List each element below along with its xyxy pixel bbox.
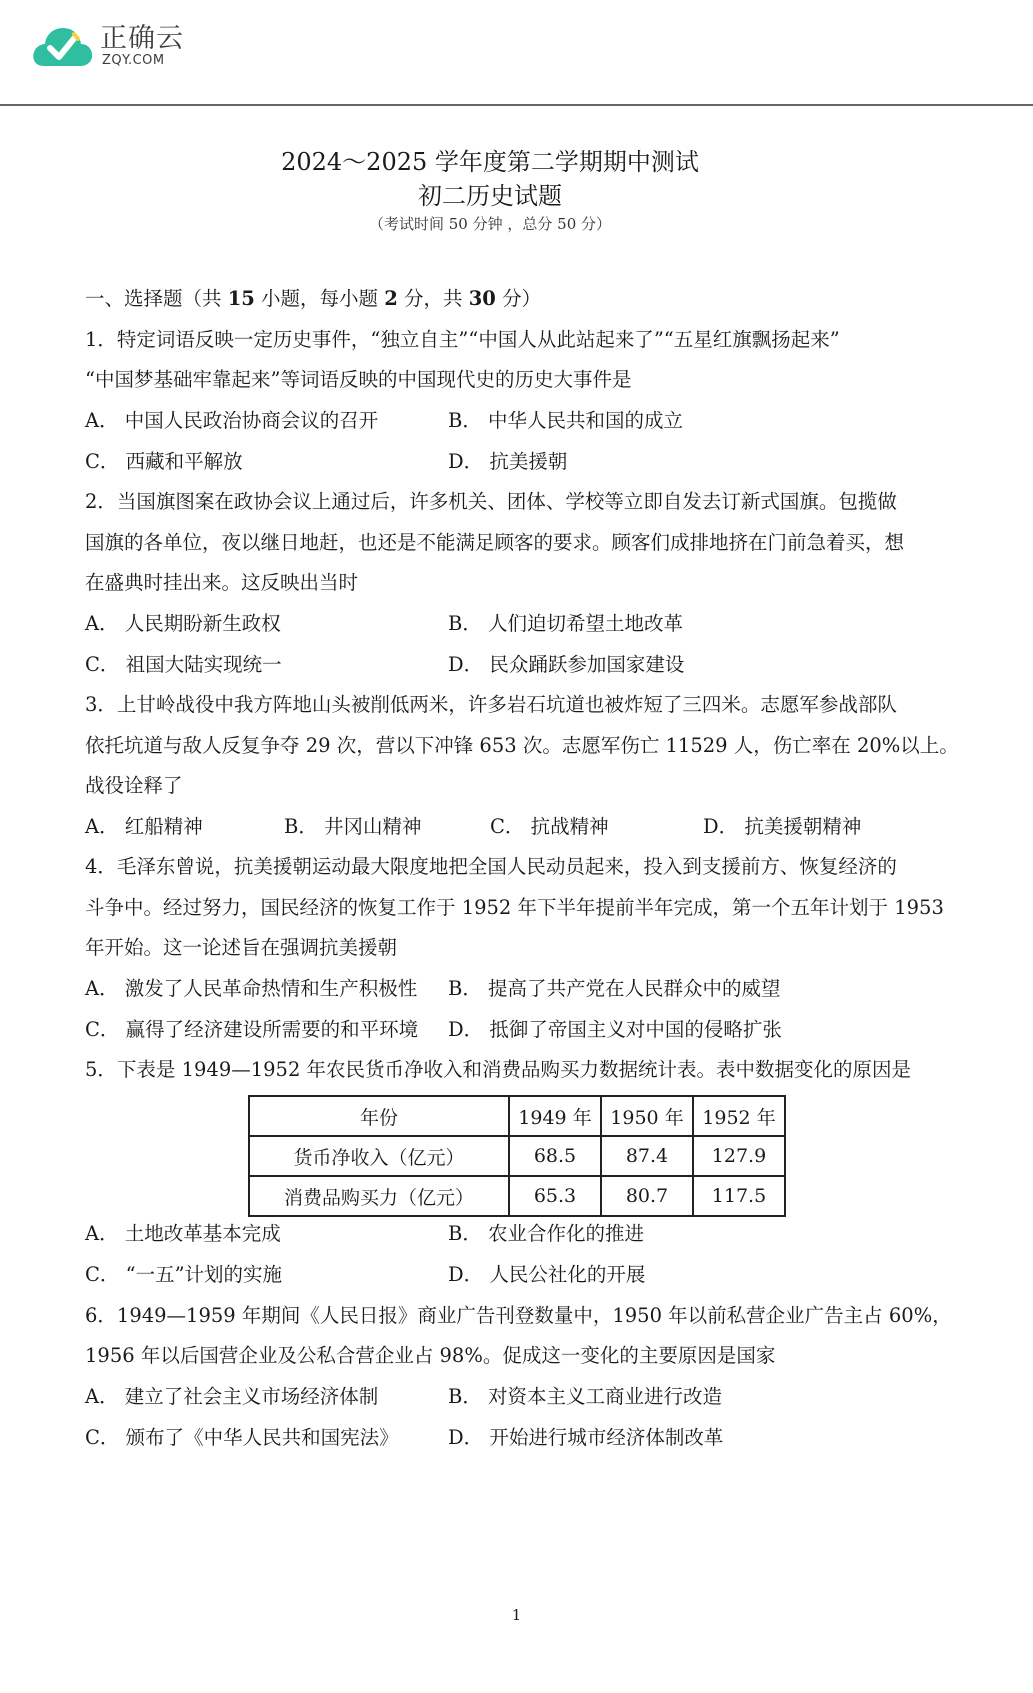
table-header-cell: 1950 年 <box>601 1096 693 1136</box>
table-header-row <box>249 1096 785 1136</box>
question-5-option-a[interactable]: A． 土地改革基本完成 <box>85 1222 281 1245</box>
exam-info: （考试时间 50 分钟 ，总分 50 分） <box>368 215 611 233</box>
question-2-option-c[interactable]: C． 祖国大陆实现统一 <box>85 653 282 676</box>
question-4-option-b[interactable]: B． 提高了共产党在人民群众中的威望 <box>448 977 781 1000</box>
question-6-option-c[interactable]: C． 颁布了《中华人民共和国宪法》 <box>85 1426 399 1449</box>
table-row <box>249 1176 785 1216</box>
section-prefix: 一、选择题（共 <box>85 287 228 310</box>
question-1-option-d[interactable]: D． 抗美援朝 <box>448 450 568 473</box>
question-2-line-1: 2．当国旗图案在政协会议上通过后，许多机关、团体、学校等立即自发去订新式国旗。包揽做 <box>85 490 897 513</box>
page-number: 1 <box>511 1606 522 1624</box>
page-header <box>0 0 1033 106</box>
question-4-option-d[interactable]: D． 抵御了帝国主义对中国的侵略扩张 <box>448 1018 782 1041</box>
section-total: 30 <box>468 287 496 310</box>
question-5-option-d[interactable]: D． 人民公社化的开展 <box>448 1263 646 1286</box>
question-2-line-2: 国旗的各单位，夜以继日地赶，也还是不能满足顾客的要求。顾客们成排地挤在门前急着买，想 <box>85 531 905 554</box>
question-5-option-b[interactable]: B． 农业合作化的推进 <box>448 1222 645 1245</box>
cloud-check-icon <box>30 22 94 70</box>
table-cell: 68.5 <box>509 1136 601 1176</box>
table-header-cell: 1949 年 <box>509 1096 601 1136</box>
question-6-option-d[interactable]: D． 开始进行城市经济体制改革 <box>448 1426 724 1449</box>
question-3-option-c[interactable]: C． 抗战精神 <box>490 815 609 838</box>
section-heading <box>85 287 541 311</box>
header-divider <box>0 104 1033 106</box>
table-cell: 80.7 <box>601 1176 693 1216</box>
table-cell: 127.9 <box>693 1136 785 1176</box>
table-cell: 65.3 <box>509 1176 601 1216</box>
question-1-option-c[interactable]: C． 西藏和平解放 <box>85 450 243 473</box>
question-1-option-b[interactable]: B． 中华人民共和国的成立 <box>448 409 684 432</box>
table-row <box>249 1136 785 1176</box>
question-5-line-1: 5．下表是 1949—1952 年农民货币净收入和消费品购买力数据统计表。表中数据变化的原因是 <box>85 1058 912 1081</box>
question-3-option-a[interactable]: A． 红船精神 <box>85 815 203 838</box>
question-2-option-d[interactable]: D． 民众踊跃参加国家建设 <box>448 653 685 676</box>
table-cell: 117.5 <box>693 1176 785 1216</box>
question-6-line-2: 1956 年以后国营企业及公私合营企业占 98%。促成这一变化的主要原因是国家 <box>85 1344 776 1367</box>
question-4-line-2: 斗争中。经过努力，国民经济的恢复工作于 1952 年下半年提前半年完成，第一个五年计划于 1953 <box>85 896 944 919</box>
section-mid2: 分，共 <box>397 287 469 310</box>
section-points: 2 <box>384 287 398 310</box>
question-6-option-b[interactable]: B． 对资本主义工商业进行改造 <box>448 1385 723 1408</box>
brand-domain: ZQY.COM <box>102 53 165 68</box>
table-cell: 货币净收入（亿元） <box>249 1136 509 1176</box>
section-count: 15 <box>227 287 255 310</box>
table-cell: 87.4 <box>601 1136 693 1176</box>
question-1-line-1: 1．特定词语反映一定历史事件，“独立自主”“中国人从此站起来了”“五星红旗飘扬起来” <box>85 328 840 351</box>
question-5-option-c[interactable]: C． “一五”计划的实施 <box>85 1263 283 1286</box>
question-2-line-3: 在盛典时挂出来。这反映出当时 <box>85 571 359 594</box>
question-4-option-a[interactable]: A． 激发了人民革命热情和生产积极性 <box>85 977 418 1000</box>
exam-title: 2024～2025 学年度第二学期期中测试 <box>281 148 699 176</box>
question-3-option-b[interactable]: B． 井冈山精神 <box>284 815 422 838</box>
section-suffix: 分） <box>495 287 542 310</box>
question-3-option-d[interactable]: D． 抗美援朝精神 <box>703 815 862 838</box>
question-4-line-1: 4．毛泽东曾说，抗美援朝运动最大限度地把全国人民动员起来，投入到支援前方、恢复经济的 <box>85 855 897 878</box>
question-2-option-b[interactable]: B． 人们迫切希望土地改革 <box>448 612 684 635</box>
data-table <box>248 1095 786 1217</box>
question-4-option-c[interactable]: C． 赢得了经济建设所需要的和平环境 <box>85 1018 419 1041</box>
question-1-line-2: “中国梦基础牢靠起来”等词语反映的中国现代史的历史大事件是 <box>85 368 632 391</box>
question-2-option-a[interactable]: A． 人民期盼新生政权 <box>85 612 281 635</box>
exam-subject-title: 初二历史试题 <box>418 182 562 210</box>
question-6-option-a[interactable]: A． 建立了社会主义市场经济体制 <box>85 1385 379 1408</box>
brand-name: 正确云 <box>100 23 184 54</box>
question-3-line-3: 战役诠释了 <box>85 774 183 797</box>
question-6-line-1: 6．1949—1959 年期间《人民日报》商业广告刊登数量中，1950 年以前私营企业广告主占 60%， <box>85 1304 952 1327</box>
table-cell: 消费品购买力（亿元） <box>249 1176 509 1216</box>
table-header-cell: 1952 年 <box>693 1096 785 1136</box>
table-header-cell: 年份 <box>249 1096 509 1136</box>
section-mid1: 小题，每小题 <box>254 287 385 310</box>
question-4-line-3: 年开始。这一论述旨在强调抗美援朝 <box>85 936 398 959</box>
question-3-line-2: 依托坑道与敌人反复争夺 29 次，营以下冲锋 653 次。志愿军伤亡 11529 人，伤亡率在 20%以上。 <box>85 734 959 757</box>
question-3-line-1: 3．上甘岭战役中我方阵地山头被削低两米，许多岩石坑道也被炸短了三四米。志愿军参战部队 <box>85 693 897 716</box>
question-1-option-a[interactable]: A． 中国人民政治协商会议的召开 <box>85 409 379 432</box>
